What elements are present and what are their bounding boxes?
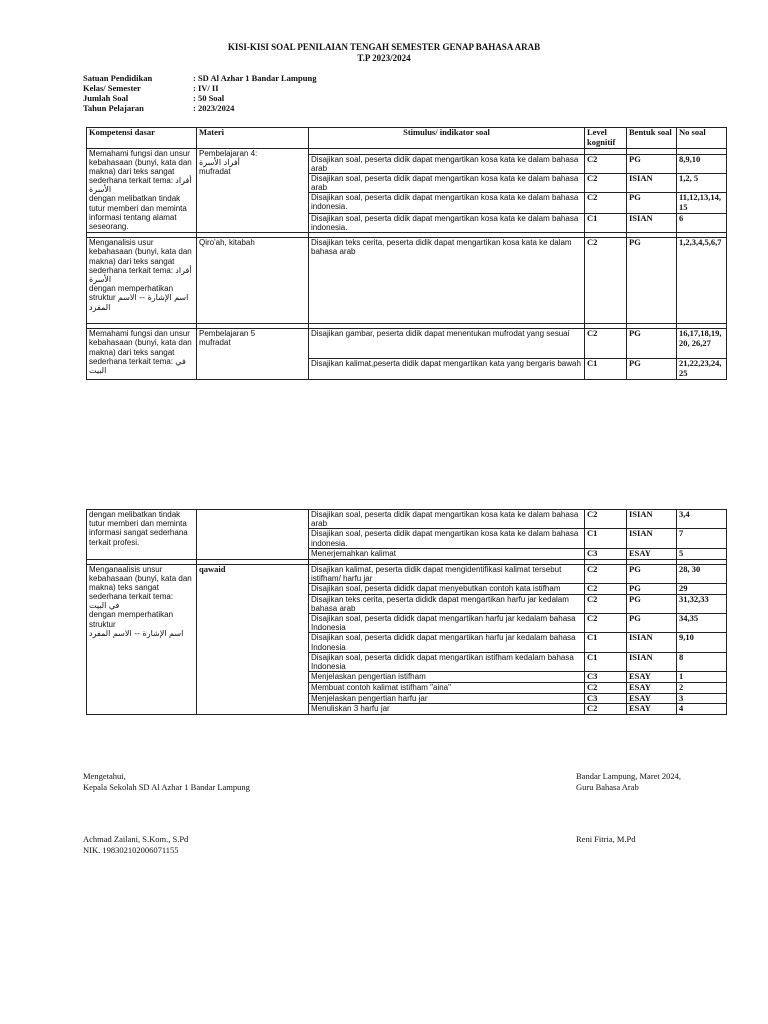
stimulus-cell: Menjelaskan pengertian istifham (309, 672, 585, 683)
identity-block (83, 73, 316, 113)
bentuk-cell: PG (627, 329, 677, 359)
info-row (83, 83, 316, 93)
info-value: : 50 Soal (193, 93, 225, 103)
bentuk-cell: ISIAN (627, 652, 677, 671)
kd-text: dengan melibatkan tindak tutur memberi dan meminta informasi tentang alamat seseorang. (89, 194, 187, 232)
signature-right-header (576, 771, 681, 793)
kd-arabic: في البيت (89, 356, 186, 375)
level-cell: C2 (585, 564, 627, 583)
kd-text: dengan memperhatikan struktur (89, 284, 174, 303)
materi-text: Pembelajaran 5 (199, 329, 256, 339)
no-soal-cell: 28, 30 (677, 564, 727, 583)
no-soal-cell: 29 (677, 583, 727, 594)
no-soal-cell: 9,10 (677, 633, 727, 652)
no-soal-cell: 31,32,33 (677, 594, 727, 613)
info-label: Kelas/ Semester (83, 83, 141, 93)
info-row (83, 73, 316, 83)
stimulus-cell: Disajikan soal, peserta dididk dapat mengartikan istifham kedalam bahasa Indonesia (309, 652, 585, 671)
kd-text: Memahami fungsi dan unsur kebahasaan (bunyi, kata dan makna) dari teks sangat sederhana terkait tema: (89, 148, 192, 186)
kd-arabic: في البيت (89, 601, 120, 611)
materi-cell (197, 510, 309, 560)
stimulus-cell: Menerjemahkan kalimat (309, 548, 585, 559)
materi-arabic: أفراد الأسرة (199, 157, 240, 167)
level-cell: C3 (585, 548, 627, 559)
kd-cell (87, 564, 197, 715)
stimulus-cell: Disajikan soal, peserta dididk dapat mengartikan harfu jar kedalam bahasa Indonesia (309, 633, 585, 652)
bentuk-cell: PG (627, 238, 677, 324)
info-label: Tahun Pelajaran (83, 103, 144, 113)
bentuk-cell: ESAY (627, 548, 677, 559)
bentuk-cell: ISIAN (627, 213, 677, 232)
signature-caption: Mengetahui, (83, 771, 126, 781)
level-cell: C1 (585, 359, 627, 380)
materi-cell (197, 148, 309, 233)
kd-cell (87, 238, 197, 324)
level-cell: C2 (585, 154, 627, 173)
stimulus-cell: Disajikan soal, peserta didik dapat mengartikan kosa kata ke dalam bahasa arab (309, 510, 585, 529)
signature-role: Kepala Sekolah SD Al Azhar 1 Bandar Lampung (83, 782, 250, 792)
kd-text: Menganalisis usur kebahasaan (bunyi, kata dan makna) dari teks sangat sederhana terkait tema: (89, 238, 192, 275)
signature-left-name-block (83, 834, 188, 856)
materi-text: mufradat (199, 338, 231, 348)
no-soal-cell: 8 (677, 652, 727, 671)
no-soal-cell: 2 (677, 682, 727, 693)
stimulus-cell: Disajikan teks cerita, peserta didik dapat mengartikan kosa kata ke dalam bahasa arab (309, 238, 585, 324)
header-stimulus: Stimulus/ indikator soal (309, 128, 585, 149)
info-label: Jumlah Soal (83, 93, 129, 103)
kd-text: Memahami fungsi dan unsur kebahasaan (bunyi, kata dan makna) dari teks sangat sederhana terkait tema: (89, 329, 192, 366)
level-cell: C1 (585, 633, 627, 652)
stimulus-cell: Disajikan soal, peserta dididk dapat menyebutkan contoh kata istifham (309, 583, 585, 594)
stimulus-cell: Disajikan soal, peserta didik dapat mengartikan kosa kata ke dalam bahasa arab (309, 173, 585, 192)
signature-role: Guru Bahasa Arab (576, 782, 639, 792)
signature-nik: NIK. 198302102006071155 (83, 845, 179, 855)
signature-left-header (83, 771, 250, 793)
level-cell: C2 (585, 173, 627, 192)
header-level: Level kognitif (585, 128, 627, 149)
no-soal-cell: 3 (677, 693, 727, 704)
level-cell: C2 (585, 614, 627, 633)
kd-cell: dengan melibatkan tindak tutur memberi dan meminta informasi sangat sederhana terkait profesi. (87, 510, 197, 560)
stimulus-cell: Disajikan gambar, peserta didik dapat menentukan mufrodat yang sesuai (309, 329, 585, 359)
no-soal-cell: 1,2, 5 (677, 173, 727, 192)
no-soal-cell: 16,17,18,19,20, 26,27 (677, 329, 727, 359)
bentuk-cell: ESAY (627, 693, 677, 704)
bentuk-cell: ISIAN (627, 633, 677, 652)
level-cell: C2 (585, 594, 627, 613)
bentuk-cell: ESAY (627, 704, 677, 715)
signature-right-name-block (576, 834, 636, 845)
header-no-soal: No soal (677, 128, 727, 149)
document-title: KISI-KISI SOAL PENILAIAN TENGAH SEMESTER GENAP BAHASA ARAB (227, 42, 541, 52)
kd-text: dengan memperhatikan struktur (89, 610, 174, 629)
stimulus-cell: Menuliskan 3 harfu jar (309, 704, 585, 715)
bentuk-cell: ISIAN (627, 173, 677, 192)
stimulus-cell: Disajikan kalimat, peserta didik dapat mengidentifikasi kalimat tersebut istifham/ harfu jar (309, 564, 585, 583)
no-soal-cell: 6 (677, 213, 727, 232)
table-row (87, 510, 727, 529)
no-soal-cell: 11,12,13,14,15 (677, 193, 727, 214)
no-soal-cell: 8,9,10 (677, 154, 727, 173)
stimulus-cell: Disajikan soal, peserta didik dapat mengartikan kosa kata ke dalam bahasa indonesia. (309, 529, 585, 548)
kd-arabic: أفراد الأسرة (89, 176, 192, 195)
header-materi: Materi (197, 128, 309, 149)
document-subtitle: T.P 2023/2024 (357, 53, 411, 63)
bentuk-cell: PG (627, 193, 677, 214)
level-cell: C1 (585, 213, 627, 232)
bentuk-cell: ISIAN (627, 510, 677, 529)
table-row (87, 329, 727, 359)
stimulus-cell: Disajikan teks cerita, peserta dididk dapat mengartikan harfu jar kedalam bahasa arab (309, 594, 585, 613)
info-value: : 2023/2024 (193, 103, 235, 113)
stimulus-cell: Disajikan soal, peserta didik dapat mengartikan kosa kata ke dalam bahasa indonesia. (309, 213, 585, 232)
level-cell: C3 (585, 693, 627, 704)
level-cell: C1 (585, 652, 627, 671)
signature-name: Reni Fitria, M.Pd (576, 834, 636, 844)
no-soal-cell: 21,22,23,24,25 (677, 359, 727, 380)
stimulus-cell: Membuat contoh kalimat istifham "aina" (309, 682, 585, 693)
kd-cell (87, 329, 197, 380)
no-soal-cell: 3,4 (677, 510, 727, 529)
materi-cell: qawaid (197, 564, 309, 715)
kisi-kisi-table-part1 (86, 127, 727, 380)
kisi-kisi-table-part2 (86, 509, 727, 715)
no-soal-cell: 1 (677, 672, 727, 683)
stimulus-cell: Menjelaskan pengertian harfu jar (309, 693, 585, 704)
level-cell: C2 (585, 329, 627, 359)
no-soal-cell: 4 (677, 704, 727, 715)
table-row (87, 564, 727, 583)
bentuk-cell: ESAY (627, 672, 677, 683)
bentuk-cell: PG (627, 154, 677, 173)
level-cell: C1 (585, 529, 627, 548)
header-bentuk: Bentuk soal (627, 128, 677, 149)
stimulus-cell: Disajikan soal, peserta didik dapat mengartikan kosa kata ke dalam bahasa indonesia. (309, 193, 585, 214)
table-header-row (87, 128, 727, 149)
signature-name: Achmad Zailani, S.Kom., S.Pd (83, 834, 189, 844)
materi-text: mufradat (199, 166, 231, 176)
info-row (83, 93, 316, 103)
bentuk-cell: PG (627, 614, 677, 633)
bentuk-cell: ISIAN (627, 529, 677, 548)
header-kompetensi: Kompetensi dasar (87, 128, 197, 149)
stimulus-cell: Disajikan soal, peserta didik dapat mengartikan kosa kata ke dalam bahasa arab (309, 154, 585, 173)
info-label: Satuan Pendidikan (83, 73, 153, 83)
level-cell: C2 (585, 704, 627, 715)
kd-arabic: أفراد الأسرة (89, 265, 192, 284)
kd-text: Menganaalisis unsur kebahasaan (bunyi, kata dan makna) teks sangat sederhana terkait tema: (89, 564, 192, 602)
bentuk-cell: PG (627, 594, 677, 613)
bentuk-cell: ESAY (627, 682, 677, 693)
kd-arabic: اسم الإشارة -- الاسم المفرد (89, 628, 184, 638)
materi-text: Pembelajaran 4: (199, 148, 258, 158)
info-row (83, 103, 316, 113)
table-row (87, 238, 727, 324)
level-cell: C2 (585, 193, 627, 214)
no-soal-cell: 34,35 (677, 614, 727, 633)
document-title-block (0, 42, 768, 64)
no-soal-cell: 1,2,3,4,5,6,7 (677, 238, 727, 324)
bentuk-cell: PG (627, 564, 677, 583)
no-soal-cell: 5 (677, 548, 727, 559)
level-cell: C2 (585, 238, 627, 324)
level-cell: C3 (585, 672, 627, 683)
bentuk-cell: PG (627, 359, 677, 380)
no-soal-cell: 7 (677, 529, 727, 548)
level-cell: C2 (585, 510, 627, 529)
stimulus-cell: Disajikan kalimat,peserta didik dapat mengartikan kata yang bergaris bawah (309, 359, 585, 380)
kd-arabic: اسم الإشارة -- الاسم المفرد (89, 293, 189, 312)
info-value: : IV/ II (193, 83, 219, 93)
level-cell: C2 (585, 583, 627, 594)
bentuk-cell: PG (627, 583, 677, 594)
info-value: : SD Al Azhar 1 Bandar Lampung (193, 73, 317, 83)
signature-place-date: Bandar Lampung, Maret 2024, (576, 771, 682, 781)
materi-cell (197, 329, 309, 380)
kd-cell (87, 148, 197, 233)
level-cell: C2 (585, 682, 627, 693)
materi-cell: Qiro'ah, kitabah (197, 238, 309, 324)
stimulus-cell: Disajikan soal, peserta dididk dapat mengartikan harfu jar kedalam bahasa Indonesia (309, 614, 585, 633)
